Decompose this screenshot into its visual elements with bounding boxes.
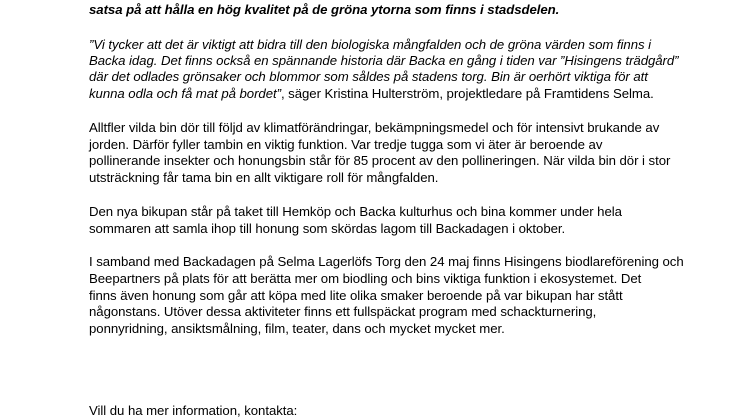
paragraph-line: Den nya bikupan står på taket till Hemköp och Backa kulturhus och bina kommer under hela: [89, 204, 622, 219]
contact-heading: Vill du ha mer information, kontakta:: [89, 403, 298, 418]
paragraph-line: I samband med Backadagen på Selma Lagerlöfs Torg den 24 maj finns Hisingens biodlareförening och: [89, 254, 684, 269]
quote-attribution: , säger Kristina Hulterström, projektledare på Framtidens Selma.: [280, 86, 654, 101]
quote-line: Backa idag. Det finns också en spännande historia där Backa en gång i tiden var ”Hisingens trädgård”: [89, 53, 679, 68]
quote-line-final: [89, 86, 654, 102]
paragraph-line: sommaren att samla ihop till honung som skördas lagom till Backadagen i oktober.: [89, 221, 566, 236]
paragraph-line: Alltfler vilda bin dör till följd av klimatförändringar, bekämpningsmedel och för intensivt brukande av: [89, 120, 660, 135]
paragraph-line: ponnyridning, ansiktsmålning, film, teater, dans och mycket mycket mer.: [89, 321, 505, 336]
paragraph-line: pollinerande insekter och honungsbin står för 85 procent av den pollineringen. När vilda bin dör i stor: [89, 153, 671, 168]
quote-line: där det odlades grönsaker och blommor som såldes på stadens torg. Bin är oerhört viktiga för att: [89, 69, 648, 84]
paragraph-line: finns även honung som går att köpa med lite olika smaker beroende på var bikupan har stått: [89, 288, 623, 303]
quote-line: ”Vi tycker att det är viktigt att bidra till den biologiska mångfalden och de gröna värden som finns i: [89, 37, 652, 52]
paragraph-line: någonstans. Utöver dessa aktiviteter finns ett fullspäckat program med schackturnering,: [89, 304, 597, 319]
lead-paragraph-tail: satsa på att hålla en hög kvalitet på de gröna ytorna som finns i stadsdelen.: [89, 2, 560, 17]
paragraph-line: jorden. Därför fyller tambin en viktig funktion. Var tredje tugga som vi äter är beroende av: [89, 137, 603, 152]
paragraph-line: utsträckning får tama bin en allt viktigare roll för mångfalden.: [89, 170, 439, 185]
paragraph-line: Beepartners på plats för att berätta mer om biodling och bins viktiga funktion i ekosystemet. Det: [89, 271, 642, 286]
quote-text-end: kunna odla och få mat på bordet”: [89, 86, 281, 101]
